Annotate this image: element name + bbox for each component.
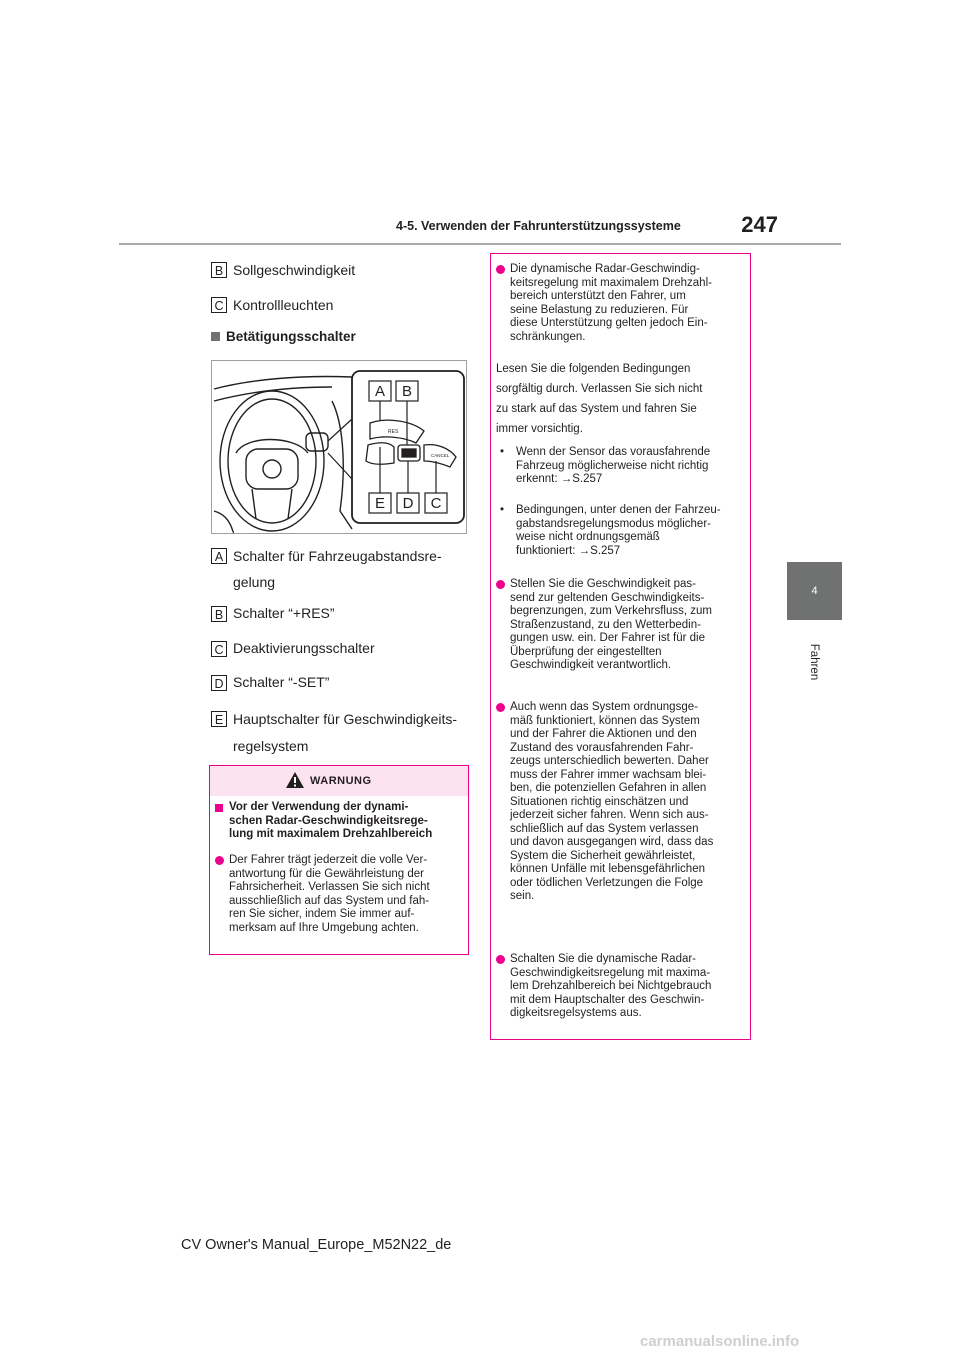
warning-box — [209, 765, 469, 955]
letter-box-d: D — [211, 675, 227, 691]
switch-illustration — [211, 360, 467, 534]
letter-box-c: C — [211, 641, 227, 657]
chapter-label — [794, 632, 834, 692]
square-bullet-icon — [211, 332, 220, 341]
item-text: Kontrollleuchten — [233, 297, 334, 313]
item-text: Schalter “+RES” — [233, 605, 335, 621]
pink-dot-bullet-icon — [496, 955, 505, 964]
warning-header — [210, 766, 468, 796]
item-text-continued: regelsystem — [233, 738, 309, 754]
footer-manual-id: CV Owner's Manual_Europe_M52N22_de — [181, 1237, 452, 1253]
subheading-text: Betätigungsschalter — [226, 329, 356, 344]
notice-paragraph: Die dynamische Radar-Geschwindig- keitsregelung mit maximalem Drehzahl- bereich unterstützt den Fahrer, um seine Belastung zu reduzieren. Für diese Unterstützung gelten jedoch Ein- schränkungen. — [496, 263, 746, 344]
steering-wheel-illustration — [212, 361, 466, 533]
letter-box-a: A — [211, 548, 227, 564]
notice-bullet: • Bedingungen, unter denen der Fahrzeu- gabstandsregelungsmodus möglicher- weise nicht ordnungsgemäß funktioniert: →S.257 — [500, 504, 721, 557]
warning-body-text: Der Fahrer trägt jederzeit die volle Ver- antwortung für die Gewährleistung der Fahrsicherheit. Verlassen Sie sich nicht ausschließlich auf das System und fah- ren Sie sicher, indem Sie immer auf- merksam auf Ihre Umgebung achten. — [229, 854, 430, 934]
letter-box-b: B — [211, 606, 227, 622]
notice-paragraph: Stellen Sie die Geschwindigkeit pas- send zur geltenden Geschwindigkeits- begrenzungen, zum Verkehrsfluss, zum Straßenzustand, zu den Wetterbedin- gungen usw. ein. Der Fahrer ist für die Überprüfung der eingestellten Geschwindigkeit verantwortlich. — [496, 578, 746, 673]
warning-title: WARNUNG — [310, 775, 372, 787]
res-button-label: RES — [388, 429, 399, 435]
pink-dot-bullet-icon — [496, 703, 505, 712]
chapter-label-text: Fahren — [808, 643, 820, 681]
section-title: 4-5. Verwenden der Fahrunterstützungssysteme — [396, 219, 681, 233]
letter-box-b: B — [211, 262, 227, 278]
notice-bullet: • Wenn der Sensor das vorausfahrende Fahrzeug möglicherweise nicht richtig erkennt: →S.257 — [500, 446, 711, 485]
pink-square-bullet-icon — [215, 804, 223, 812]
letter-box-e: E — [211, 711, 227, 727]
warning-subtitle-text: Vor der Verwendung der dynami- schen Radar-Geschwindigkeitsrege- lung mit maximalem Drehzahlbereich — [229, 801, 433, 840]
item-text: Hauptschalter für Geschwindigkeits- — [233, 711, 458, 727]
warning-subtitle — [215, 801, 463, 842]
watermark: carmanualsonline.info — [640, 1333, 800, 1350]
item-text: Schalter für Fahrzeugabstandsre- — [233, 548, 442, 564]
item-text: Schalter “-SET” — [233, 674, 330, 690]
item-text: Deaktivierungsschalter — [233, 640, 375, 656]
notice-paragraph: Auch wenn das System ordnungsge- mäß funktioniert, können das System und der Fahrer die Aktionen und den Zustand des vorausfahrenden Fahr- zeugs unterschiedlich bewerten. Daher muss der Fahrer immer wachsam blei- ben, die potenziellen Gefahren in allen Situationen richtig einschätzen und jederzeit sicher fahren. Wenn sich aus- schließlich auf das System verlassen und davon ausgegangen wird, dass das System die Sicherheit gewährleistet, können Unfälle mit lebensgefährlichen oder tödlichen Verletzungen die Folge sein. — [496, 701, 746, 904]
chapter-number: 4 — [811, 585, 818, 597]
notice-box — [490, 253, 751, 1040]
pink-dot-bullet-icon — [215, 856, 224, 865]
callout-c: C — [430, 495, 442, 512]
letter-box-c: C — [211, 297, 227, 313]
cancel-button-label: CANCEL — [431, 453, 450, 458]
item-text-continued: gelung — [233, 574, 276, 590]
header-rule — [119, 243, 841, 245]
chapter-tab — [787, 562, 842, 620]
callout-d: D — [402, 495, 414, 512]
warning-triangle-icon — [285, 771, 305, 789]
pink-dot-bullet-icon — [496, 580, 505, 589]
notice-paragraph: Schalten Sie die dynamische Radar- Geschwindigkeitsregelung mit maxima- lem Drehzahlbereich bei Nichtgebrauch mit dem Hauptschalter des Geschwin- digkeitsregelsystems aus. — [496, 953, 746, 1021]
pink-dot-bullet-icon — [496, 265, 505, 274]
callout-a: A — [374, 383, 386, 400]
callout-e: E — [374, 495, 386, 512]
notice-paragraph-plain: Lesen Sie die folgenden Bedingungen sorgfältig durch. Verlassen Sie sich nicht zu stark auf das System und fahren Sie immer vorsichtig. — [496, 363, 703, 435]
page-number: 247 — [741, 212, 778, 237]
subheading — [211, 329, 356, 344]
callout-b: B — [401, 383, 413, 400]
warning-body — [215, 854, 465, 935]
item-text: Sollgeschwindigkeit — [233, 262, 356, 278]
